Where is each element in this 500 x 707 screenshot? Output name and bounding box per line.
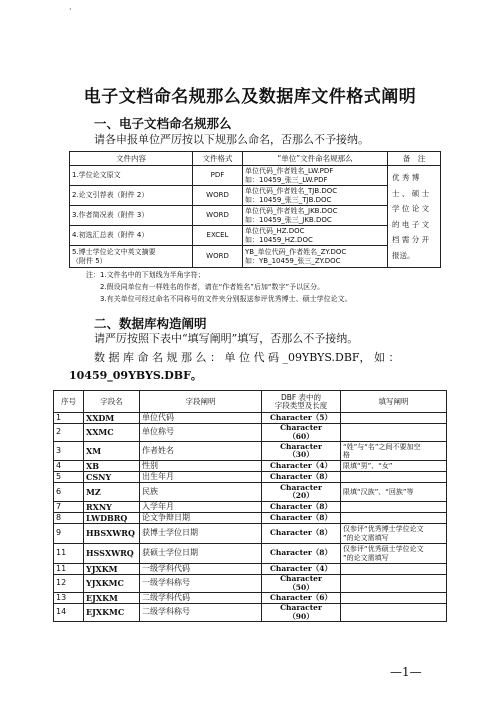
file-content-cell: 4.初选汇总表（附件 4）: [70, 226, 193, 246]
row-number-cell: 2: [54, 424, 84, 442]
file-format-cell: PDF: [193, 166, 243, 186]
note-line: 3.有关单位可经过命名不同称号的文件夹分别报送参评优秀博士、硕士学位论文。: [100, 295, 352, 303]
column-header: “单位”文件命名规那么: [243, 152, 388, 166]
table-row: [70, 246, 441, 268]
table-row: [54, 544, 447, 564]
page-title: 电子文档命名规那么及数据库文件格式阐明: [83, 87, 417, 107]
row-number-cell: 11: [54, 564, 84, 575]
field-name-cell: XXDM: [84, 413, 140, 424]
fill-instruction-cell: 仅参评“优秀硕士学位论文 ”的论文需填写: [341, 544, 447, 564]
field-type-cell: Character（8）: [262, 544, 341, 564]
row-number-cell: 5: [54, 472, 84, 483]
field-name-cell: YJXKMC: [84, 575, 140, 593]
column-header: 序号: [54, 391, 84, 413]
remark-cell: 优 秀 博 士 、 硕 士 学 位 论 文 的 电 子 文 档 需 分 开 报送。: [388, 166, 441, 268]
column-header: 备 注: [388, 152, 441, 166]
file-content-cell: 2.论文引荐表（附件 2）: [70, 186, 193, 206]
field-description-cell: 获硕士学位日期: [140, 544, 262, 564]
table-row: [54, 424, 447, 442]
column-header: DBF 表中的 字段类型及长度: [262, 391, 341, 413]
field-description-cell: 民族: [140, 483, 262, 502]
naming-rule-cell: YB_单位代码_作者姓名_ZY.DOC 如：YB_10459_张三_ZY.DOC: [243, 246, 388, 268]
note-line: 2.假设同单位有一样姓名的作者，请在“作者姓名”后加“数字”予以区分。: [100, 283, 325, 291]
field-type-cell: Character（8）: [262, 472, 341, 483]
table-row: [54, 483, 447, 502]
field-description-cell: 一级学科代码: [140, 564, 262, 575]
section2-example: 10459_09YBYS.DBF。: [69, 369, 202, 382]
table-row: [70, 186, 441, 206]
field-type-cell: Character （50）: [262, 575, 341, 593]
row-number-cell: 9: [54, 524, 84, 544]
table-row: [54, 413, 447, 424]
field-type-cell: Character（8）: [262, 524, 341, 544]
field-name-cell: EJXKMC: [84, 604, 140, 622]
fill-instruction-cell: [341, 604, 447, 622]
field-description-cell: 二级学科称号: [140, 604, 262, 622]
row-number-cell: 1: [54, 413, 84, 424]
table-row: [54, 442, 447, 461]
fill-instruction-cell: [341, 513, 447, 524]
field-type-cell: Character （30）: [262, 442, 341, 461]
naming-rule-cell: 单位代码_作者姓名_LW.PDF 如：10459_张三_LW.PDF: [243, 166, 388, 186]
table-row: [70, 226, 441, 246]
naming-rule-cell: 单位代码_作者姓名_TJB.DOC 如：10459_张三_TJB.DOC: [243, 186, 388, 206]
field-description-cell: 作者姓名: [140, 442, 262, 461]
column-header: 文件格式: [193, 152, 243, 166]
row-number-cell: 4: [54, 461, 84, 472]
fill-instruction-cell: [341, 472, 447, 483]
table-row: [54, 524, 447, 544]
field-description-cell: 论文争辩日期: [140, 513, 262, 524]
field-type-cell: Character（4）: [262, 564, 341, 575]
row-number-cell: 3: [54, 442, 84, 461]
field-type-cell: Character （60）: [262, 424, 341, 442]
column-header: 字段名: [84, 391, 140, 413]
field-description-cell: 性别: [140, 461, 262, 472]
section1-heading: 一、电子文档命名规那么: [94, 116, 232, 131]
section2-intro: 请严厉按照下表中“填写阐明”填写，否那么不予接纳。: [94, 332, 359, 345]
field-type-cell: Character （20）: [262, 483, 341, 502]
file-content-cell: 3.作者简况表（附件 3）: [70, 206, 193, 226]
table-row: [54, 575, 447, 593]
fill-instruction-cell: [341, 564, 447, 575]
page-number: —1—: [390, 665, 422, 679]
note-line: 注：1.文件名中的下划线为半角字符；: [86, 271, 205, 279]
table-row: [54, 461, 447, 472]
fill-instruction-cell: 限填“男”、“女”: [341, 461, 447, 472]
field-type-cell: Character（6）: [262, 593, 341, 604]
row-number-cell: 14: [54, 604, 84, 622]
file-format-cell: WORD: [193, 206, 243, 226]
table-row: [54, 593, 447, 604]
field-description-cell: 出生年月: [140, 472, 262, 483]
row-number-cell: 7: [54, 502, 84, 513]
naming-rules-table: [69, 151, 441, 268]
field-name-cell: CSNY: [84, 472, 140, 483]
field-name-cell: YJXKM: [84, 564, 140, 575]
field-description-cell: 一级学科称号: [140, 575, 262, 593]
field-type-cell: Character（4）: [262, 461, 341, 472]
field-type-cell: Character（8）: [262, 513, 341, 524]
field-description-cell: 入学年月: [140, 502, 262, 513]
table-row: [54, 564, 447, 575]
row-number-cell: 8: [54, 513, 84, 524]
fill-instruction-cell: 仅参评“优秀博士学位论文 ”的论文需填写: [341, 524, 447, 544]
column-header: 填写阐明: [341, 391, 447, 413]
section2-naming-rule: 数 据 库 命 名 规 那 么 ： 单 位 代 码 _09YBYS.DBF， 如 ：: [94, 351, 400, 364]
table-header-row: [54, 391, 447, 413]
table-row: [54, 502, 447, 513]
field-description-cell: 单位代码: [140, 413, 262, 424]
section1-intro: 请各申报单位严厉按以下规那么命名，否那么不予接纳。: [94, 133, 369, 146]
field-description-cell: 获博士学位日期: [140, 524, 262, 544]
table-row: [70, 166, 441, 186]
row-number-cell: 13: [54, 593, 84, 604]
naming-rule-cell: 单位代码_HZ.DOC 如：10459_HZ.DOC: [243, 226, 388, 246]
field-name-cell: XM: [84, 442, 140, 461]
table-row: [54, 513, 447, 524]
fill-instruction-cell: [341, 413, 447, 424]
column-header: 字段阐明: [140, 391, 262, 413]
table-row: [54, 472, 447, 483]
row-number-cell: 12: [54, 575, 84, 593]
field-name-cell: RXNY: [84, 502, 140, 513]
field-name-cell: HSSXWRQ: [84, 544, 140, 564]
table-row: [54, 604, 447, 622]
field-type-cell: Character（5）: [262, 413, 341, 424]
file-content-cell: 5.博士学位论文中英文摘要 （附件 5）: [70, 246, 193, 268]
field-type-cell: Character（8）: [262, 502, 341, 513]
field-name-cell: LWDBRQ: [84, 513, 140, 524]
file-content-cell: 1.学位论文原文: [70, 166, 193, 186]
field-description-cell: 二级学科代码: [140, 593, 262, 604]
naming-rule-cell: 单位代码_作者姓名_JKB.DOC 如：10459_张三_JKB.DOC: [243, 206, 388, 226]
fill-instruction-cell: 限填“汉族”、“回族”等: [341, 483, 447, 502]
field-name-cell: MZ: [84, 483, 140, 502]
field-description-cell: 单位称号: [140, 424, 262, 442]
field-name-cell: HBSXWRQ: [84, 524, 140, 544]
field-name-cell: EJXKM: [84, 593, 140, 604]
field-type-cell: Character （90）: [262, 604, 341, 622]
database-structure-table: [53, 390, 447, 622]
corner-dot: ·: [69, 5, 72, 14]
row-number-cell: 11: [54, 544, 84, 564]
fill-instruction-cell: “姓”与“名”之间不要加空 格: [341, 442, 447, 461]
file-format-cell: EXCEL: [193, 226, 243, 246]
section2-heading: 二、数据库构造阐明: [94, 316, 207, 331]
table-header-row: [70, 152, 441, 166]
field-name-cell: XXMC: [84, 424, 140, 442]
fill-instruction-cell: [341, 575, 447, 593]
fill-instruction-cell: [341, 593, 447, 604]
file-format-cell: WORD: [193, 246, 243, 268]
column-header: 文件内容: [70, 152, 193, 166]
fill-instruction-cell: [341, 502, 447, 513]
fill-instruction-cell: [341, 424, 447, 442]
row-number-cell: 6: [54, 483, 84, 502]
field-name-cell: XB: [84, 461, 140, 472]
file-format-cell: WORD: [193, 186, 243, 206]
table-row: [70, 206, 441, 226]
